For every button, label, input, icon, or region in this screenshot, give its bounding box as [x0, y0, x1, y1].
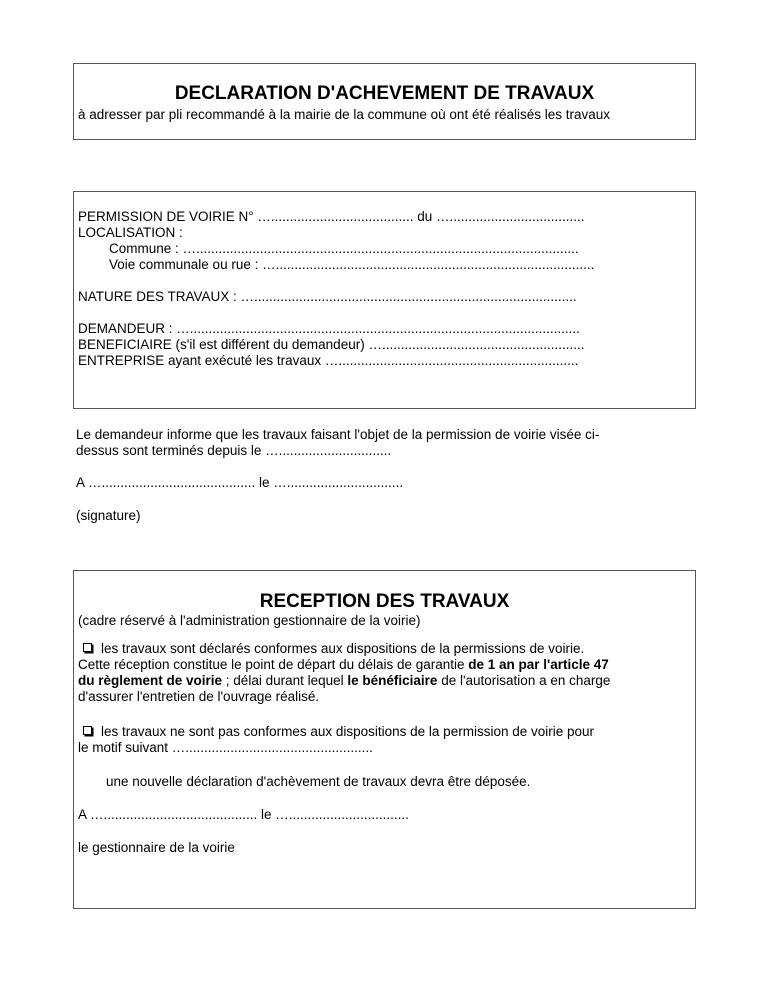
guarantee-text: Cette réception constitue le point de départ du délais de garantie: [78, 657, 469, 672]
localisation-label: LOCALISATION :: [78, 225, 183, 240]
demandeur-field[interactable]: DEMANDEUR : …........................................................................................................: [78, 321, 580, 336]
declaration-line-2[interactable]: dessus sont terminés depuis le …..............................: [76, 443, 392, 458]
reception-place-date[interactable]: A …......................................... le …................................: [78, 807, 409, 822]
permit-info-box: [73, 191, 696, 409]
option-conforme-line-3: [78, 673, 610, 689]
reception-title: RECEPTION DES TRAVAUX: [259, 591, 510, 612]
option-conforme-line-4: d'assurer l'entretien de l'ouvrage réalisé.: [78, 689, 320, 704]
authorization-text: de l'autorisation a en charge: [437, 673, 611, 688]
checkbox-non-conforme[interactable]: [83, 726, 92, 735]
permission-field[interactable]: PERMISSION DE VOIRIE N° …...................................... du …....................................: [78, 209, 585, 224]
option-non-conforme-line-2[interactable]: le motif suivant …..................................................: [78, 740, 373, 755]
option-non-conforme-text: les travaux ne sont pas conformes aux dispositions de la permission de voirie pour: [101, 724, 595, 739]
nature-field[interactable]: NATURE DES TRAVAUX : …......................................................................................: [78, 289, 577, 304]
option-conforme-line-1[interactable]: [83, 641, 584, 657]
document-subtitle: à adresser par pli recommandé à la mairie de la commune où ont été réalisés les travaux: [78, 107, 611, 122]
reception-box: [73, 570, 696, 909]
beneficiaire-field[interactable]: BENEFICIAIRE (s'il est différent du demandeur) …......................................................: [78, 337, 585, 352]
declaration-line-1: Le demandeur informe que les travaux faisant l'objet de la permission de voirie visée ci-: [76, 427, 600, 442]
option-conforme-text: les travaux sont déclarés conformes aux dispositions de la permissions de voirie.: [101, 641, 585, 656]
gestionnaire-label: le gestionnaire de la voirie: [78, 840, 235, 855]
voie-field[interactable]: Voie communale ou rue : ….....................................................................................: [109, 257, 595, 272]
new-declaration-note: une nouvelle déclaration d'achèvement de travaux devra être déposée.: [106, 774, 531, 789]
signature-label: (signature): [76, 508, 141, 523]
entreprise-field[interactable]: ENTREPRISE ayant exécuté les travaux …................................................................: [78, 353, 579, 368]
reception-subtitle: (cadre réservé à l'administration gestionnaire de la voirie): [78, 613, 421, 628]
document-title: DECLARATION D'ACHEVEMENT DE TRAVAUX: [174, 83, 595, 104]
declaration-place-date[interactable]: A …......................................... le …...............................: [76, 475, 404, 490]
guarantee-duration: de 1 an par l'article 47: [468, 657, 609, 672]
checkbox-conforme[interactable]: [83, 643, 92, 652]
delay-text: ; délai durant lequel: [222, 673, 348, 688]
option-non-conforme-line-1[interactable]: [83, 724, 594, 740]
header-box: [73, 63, 696, 140]
option-conforme-line-2: [78, 657, 609, 673]
commune-field[interactable]: Commune : …......................................................................................................: [109, 241, 579, 256]
regulation-reference: du règlement de voirie: [78, 673, 223, 688]
beneficiary-text: le bénéficiaire: [347, 673, 438, 688]
